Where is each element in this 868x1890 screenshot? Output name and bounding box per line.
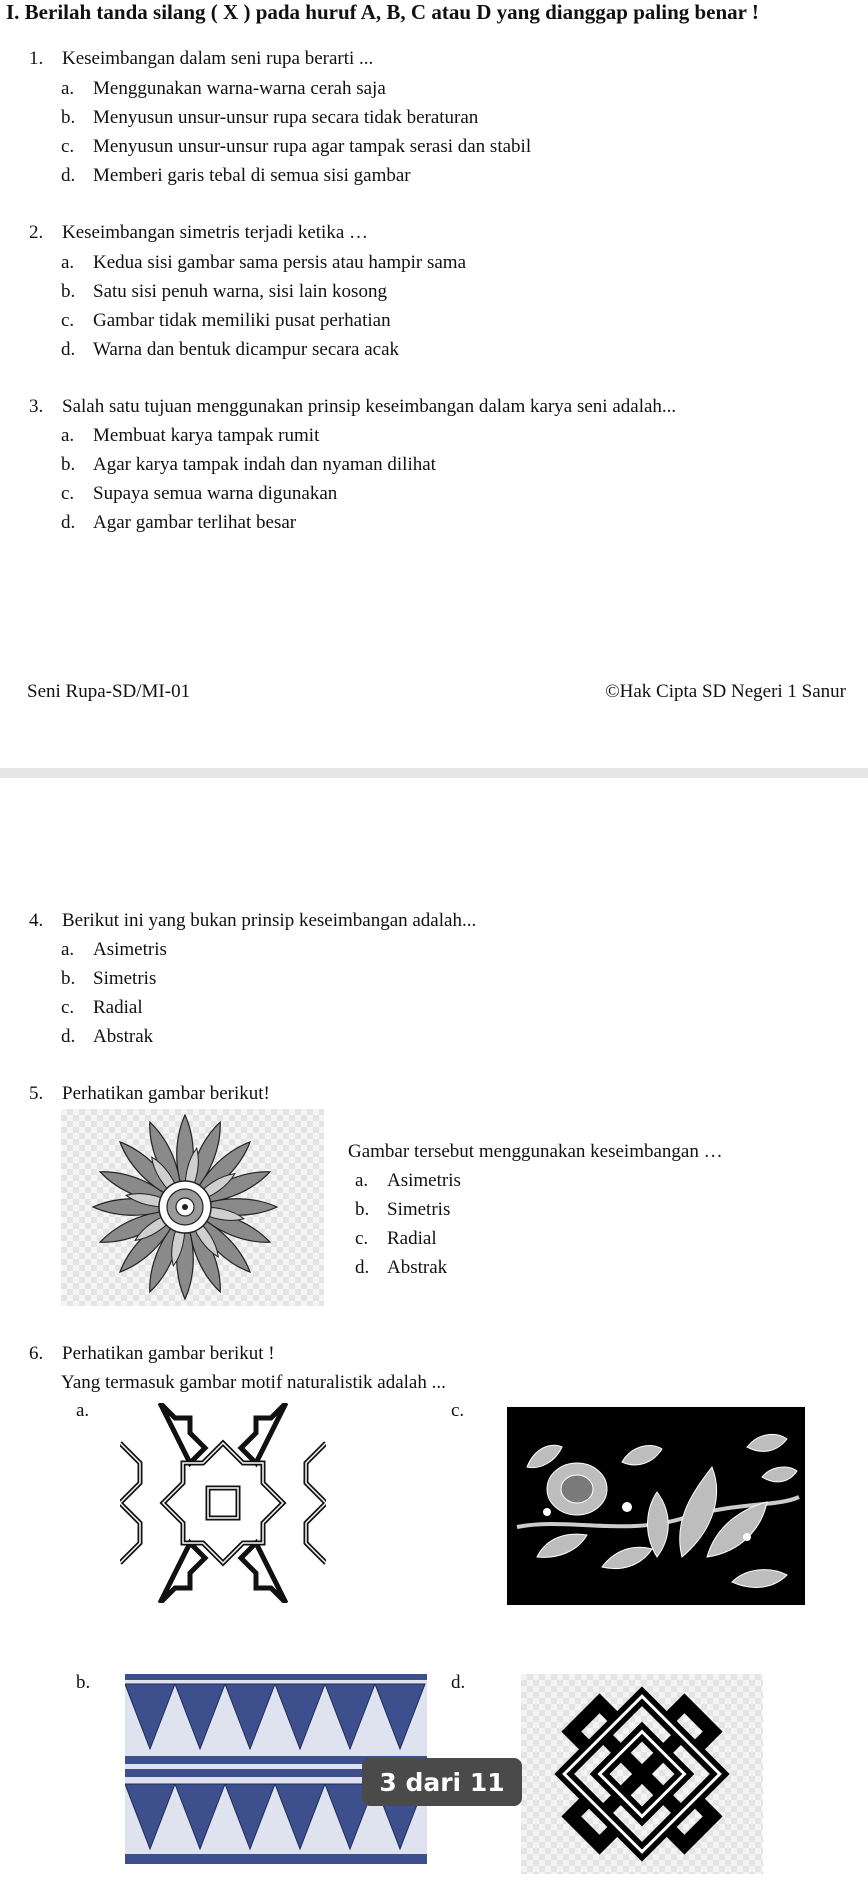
question-text: Keseimbangan simetris terjadi ketika … — [62, 222, 369, 243]
floral-motif-image[interactable] — [507, 1407, 805, 1605]
option-letter: c. — [61, 997, 75, 1018]
geometric-star-pattern-image[interactable] — [120, 1403, 326, 1603]
option-3b[interactable] — [61, 454, 436, 476]
option-5b[interactable] — [355, 1199, 450, 1221]
option-letter: a. — [61, 425, 75, 446]
footer-right: ©Hak Cipta SD Negeri 1 Sanur — [605, 681, 846, 702]
option-5a[interactable] — [355, 1170, 461, 1192]
option-text: Menyusun unsur-unsur rupa agar tampak serasi dan stabil — [93, 136, 532, 157]
question-5 — [29, 1083, 270, 1105]
question-number: 2. — [29, 222, 44, 243]
option-5c[interactable] — [355, 1228, 437, 1250]
option-text: Menyusun unsur-unsur rupa secara tidak beraturan — [93, 107, 479, 128]
option-3c[interactable] — [61, 483, 337, 505]
option-text: Abstrak — [387, 1257, 448, 1278]
option-letter: b. — [61, 107, 76, 128]
option-letter: b. — [355, 1199, 370, 1220]
option-text: Satu sisi penuh warna, sisi lain kosong — [93, 281, 387, 302]
question-number: 4. — [29, 910, 44, 931]
question-number: 1. — [29, 48, 44, 69]
option-text: Radial — [93, 997, 143, 1018]
option-3d[interactable] — [61, 512, 296, 534]
question-6-prompt: Yang termasuk gambar motif naturalistik adalah ... — [61, 1372, 446, 1393]
option-text: Warna dan bentuk dicampur secara acak — [93, 339, 400, 360]
option-2b[interactable] — [61, 281, 387, 303]
footer-left: Seni Rupa-SD/MI-01 — [27, 681, 191, 702]
option-text: Asimetris — [387, 1170, 461, 1191]
option-text: Kedua sisi gambar sama persis atau hampir sama — [93, 252, 467, 273]
page-indicator: 3 dari 11 — [362, 1758, 522, 1806]
option-1a[interactable] — [61, 78, 386, 100]
question-text: Salah satu tujuan menggunakan prinsip keseimbangan dalam karya seni adalah... — [62, 396, 677, 417]
option-4d[interactable] — [61, 1026, 153, 1048]
option-2c[interactable] — [61, 310, 391, 332]
option-1b[interactable] — [61, 107, 478, 129]
question-2 — [29, 222, 368, 244]
option-text: Asimetris — [93, 939, 167, 960]
question-number: 5. — [29, 1083, 44, 1104]
question-text: Perhatikan gambar berikut ! — [62, 1343, 275, 1364]
option-6b-letter[interactable]: b. — [76, 1672, 91, 1693]
option-6d-letter[interactable]: d. — [451, 1672, 466, 1693]
page-separator — [0, 768, 868, 778]
question-5-prompt: Gambar tersebut menggunakan keseimbangan … — [348, 1141, 723, 1162]
option-text: Membuat karya tampak rumit — [93, 425, 320, 446]
option-letter: b. — [61, 968, 76, 989]
option-letter: b. — [61, 281, 76, 302]
option-text: Abstrak — [93, 1026, 154, 1047]
option-letter: d. — [355, 1257, 370, 1278]
question-number: 3. — [29, 396, 44, 417]
floral-icon — [507, 1407, 805, 1605]
option-text: Radial — [387, 1228, 437, 1249]
option-letter: d. — [61, 512, 76, 533]
option-4c[interactable] — [61, 997, 143, 1019]
question-1 — [29, 48, 373, 70]
option-letter: b. — [61, 454, 76, 475]
option-text: Agar gambar terlihat besar — [93, 512, 297, 533]
endless-knot-icon — [521, 1674, 763, 1874]
option-text: Agar karya tampak indah dan nyaman dilihat — [93, 454, 436, 475]
geometric-pattern-icon — [120, 1403, 326, 1603]
option-letter: c. — [61, 136, 75, 157]
question-4 — [29, 910, 476, 932]
option-2d[interactable] — [61, 339, 399, 361]
option-4b[interactable] — [61, 968, 156, 990]
question-text: Perhatikan gambar berikut! — [62, 1083, 270, 1104]
question-6 — [29, 1343, 275, 1365]
option-letter: a. — [61, 939, 75, 960]
option-2a[interactable] — [61, 252, 466, 274]
mandala-icon — [61, 1109, 324, 1306]
question-text: Keseimbangan dalam seni rupa berarti ... — [62, 48, 374, 69]
question-3 — [29, 396, 676, 418]
option-text: Gambar tidak memiliki pusat perhatian — [93, 310, 391, 331]
option-4a[interactable] — [61, 939, 167, 961]
option-3a[interactable] — [61, 425, 319, 447]
section-title: I. Berilah tanda silang ( X ) pada huruf A, B, C atau D yang dianggap paling benar ! — [6, 0, 759, 24]
question-number: 6. — [29, 1343, 44, 1364]
option-letter: d. — [61, 1026, 76, 1047]
option-1d[interactable] — [61, 165, 411, 187]
option-1c[interactable] — [61, 136, 531, 158]
endless-knot-image[interactable] — [521, 1674, 763, 1874]
option-text: Simetris — [93, 968, 157, 989]
option-text: Supaya semua warna digunakan — [93, 483, 338, 504]
option-text: Simetris — [387, 1199, 451, 1220]
page-1 — [0, 0, 868, 770]
option-6c-letter[interactable]: c. — [451, 1400, 465, 1421]
option-letter: a. — [61, 252, 75, 273]
option-letter: c. — [61, 483, 75, 504]
option-text: Memberi garis tebal di semua sisi gambar — [93, 165, 411, 186]
option-6a-letter[interactable]: a. — [76, 1400, 90, 1421]
option-letter: a. — [61, 78, 75, 99]
question-text: Berikut ini yang bukan prinsip keseimbangan adalah... — [62, 910, 477, 931]
mandala-image — [61, 1109, 324, 1306]
option-5d[interactable] — [355, 1257, 447, 1279]
option-letter: a. — [355, 1170, 369, 1191]
option-letter: c. — [61, 310, 75, 331]
option-letter: c. — [355, 1228, 369, 1249]
option-letter: d. — [61, 339, 76, 360]
option-text: Menggunakan warna-warna cerah saja — [93, 78, 386, 99]
option-letter: d. — [61, 165, 76, 186]
